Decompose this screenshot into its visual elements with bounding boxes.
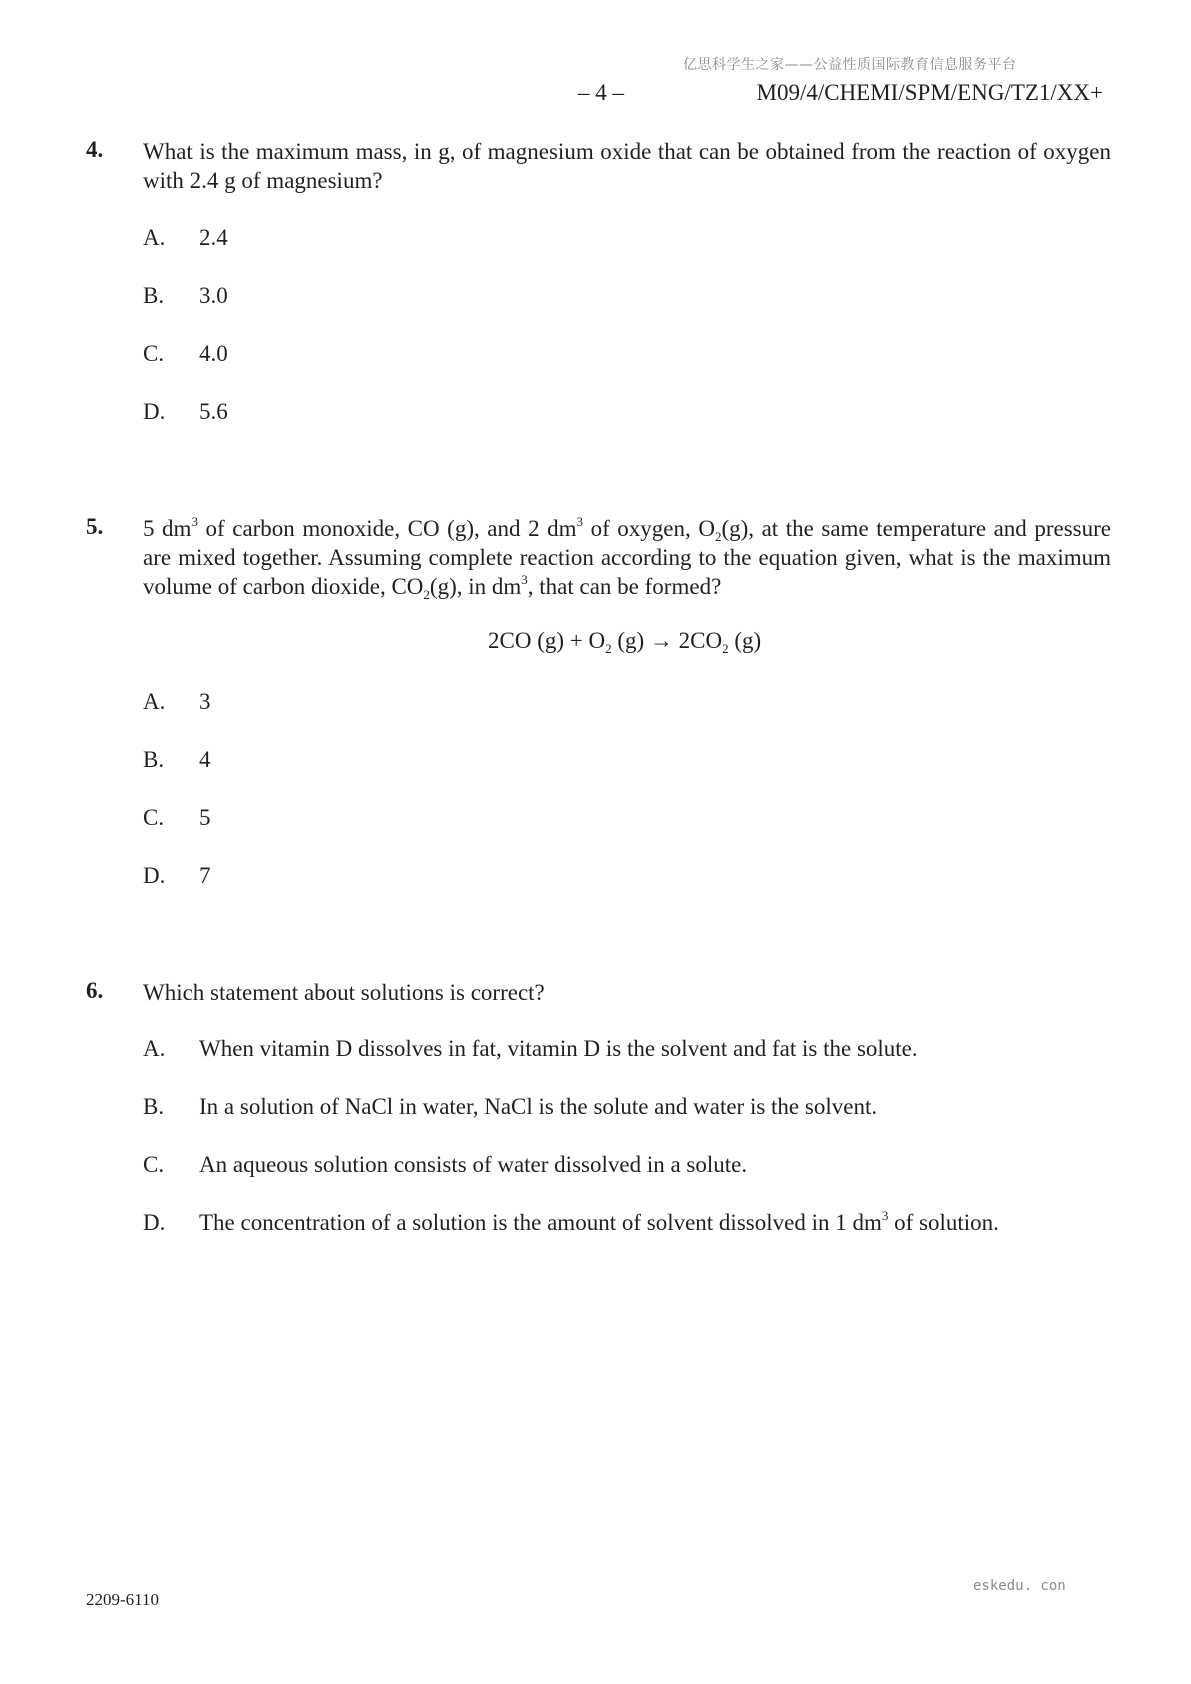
question-text: What is the maximum mass, in g, of magnesium oxide that can be obtained from the reaction of oxygen with 2.4 g of magnesium? — [143, 139, 1111, 193]
option-letter: D. — [143, 1210, 166, 1235]
option-text: 4.0 — [199, 341, 228, 366]
option-letter: C. — [143, 805, 165, 830]
page-number: – 4 – — [578, 80, 624, 105]
option-letter: B. — [143, 747, 165, 772]
option-text: When vitamin D dissolves in fat, vitamin D is the solvent and fat is the solute. — [199, 1036, 918, 1061]
option-text: 5 — [199, 805, 211, 830]
option-letter: A. — [143, 689, 166, 714]
option-text: 3.0 — [199, 283, 228, 308]
option-letter: B. — [143, 1094, 165, 1119]
option-letter: B. — [143, 283, 165, 308]
question-number: 6. — [86, 978, 104, 1003]
option-text: 5.6 — [199, 399, 228, 424]
question-text: 5 $dm^3$ of carbon monoxide, CO (g), and 2 $dm^3$ of oxygen, $O_2(g)$, at the same temperature and pressure are mixed together. Assuming complete reaction according to the equation given, what is the maximum volume of carbon dioxide, $CO_2(g)$, in $dm^3$, that can be formed? — [143, 514, 1112, 602]
question-number: 5. — [86, 514, 104, 539]
paper-reference: 2209-6110 — [86, 1590, 160, 1609]
option-letter: A. — [143, 225, 166, 250]
option-letter: D. — [143, 863, 166, 888]
paper-code: M09/4/CHEMI/SPM/ENG/TZ1/XX+ — [756, 80, 1103, 105]
watermark-bottom: eskedu. con — [973, 1578, 1066, 1594]
question-text: Which statement about solutions is correct? — [143, 980, 545, 1005]
chemical-equation: 2CO $(g) + O_2$ $(g) \to 2CO_2$ (g) — [488, 628, 762, 656]
option-text: 2.4 — [199, 225, 228, 250]
option-text: 7 — [199, 863, 211, 888]
option-letter: A. — [143, 1036, 166, 1061]
option-letter: D. — [143, 399, 166, 424]
option-text: The concentration of a solution is the amount of solvent dissolved in 1 $dm^3$ of solution. — [199, 1208, 999, 1235]
option-text: In a solution of NaCl in water, NaCl is the solute and water is the solvent. — [199, 1094, 878, 1119]
option-text: An aqueous solution consists of water dissolved in a solute. — [199, 1152, 748, 1177]
option-letter: C. — [143, 1152, 165, 1177]
question-number: 4. — [86, 137, 104, 162]
option-text: 3 — [199, 689, 211, 714]
option-text: 4 — [199, 747, 211, 772]
option-letter: C. — [143, 341, 165, 366]
watermark-top: 亿思科学生之家——公益性质国际教育信息服务平台 — [683, 57, 1017, 73]
